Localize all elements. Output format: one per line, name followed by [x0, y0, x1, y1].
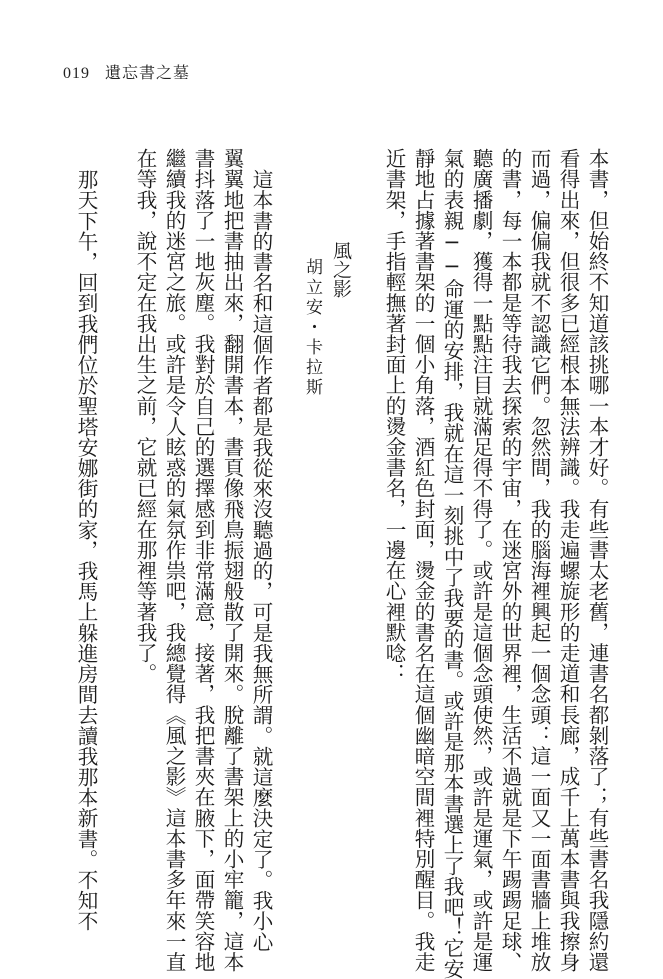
- text-column-4: 的書，每一本都是等待我去探索的宇宙，在迷宮外的世界裡，生活不過就是下午踢踢足球、: [498, 148, 522, 972]
- text-column-1: 本書，但始終不知道該挑哪一本才好。有些書太老舊，連書名都剝落了；有些書名我隱約還: [585, 148, 609, 972]
- text-column-3: 而過，偏偏我就不認識它們。忽然間，我的腦海裡興起一個念頭：這一面又一面書牆上堆放: [527, 148, 551, 972]
- text-column-13: 在等我，說不定在我出生之前，它就已經在那裡等著我了。: [133, 148, 157, 684]
- text-column-9: 這本書的書名和這個作者都是我從來沒聽過的，可是我無所謂。就這麼決定了。我小心: [249, 169, 273, 952]
- text-column-6: 氣的表親──命運的安排，我就在這一刻挑中了我要的書。或許是那本書選上了我吧！它安: [440, 148, 464, 979]
- text-column-2: 看得出來，但很多已經根本無法辨識。我走遍螺旋形的走道和長廊，成千上萬本書與我擦身: [556, 148, 580, 972]
- running-header: [63, 60, 190, 83]
- page-number: 019: [63, 65, 90, 82]
- text-column-11: 書抖落了一地灰塵。我對於自己的選擇感到非常滿意，接著，我把書夾在腋下，面帶笑容地: [191, 148, 215, 972]
- running-book-title: 遺忘書之墓: [105, 65, 191, 82]
- text-column-8: 近書架，手指輕撫著封面上的燙金書名，一邊在心裡默唸：: [382, 148, 406, 684]
- text-column-7: 靜地占據著書架的一個小角落，酒紅色封面，燙金的書名在這個幽暗空間裡特別醒目。我走: [411, 148, 435, 972]
- text-column-12: 繼續我的迷宮之旅。或許是令人眩惑的氣氛作祟吧，我總覺得《風之影》這本書多年來一直: [162, 148, 186, 972]
- text-column-14: 那天下午，回到我們位於聖塔安娜街的家，我馬上躲進房間去讀我那本新書。不知不: [74, 169, 98, 932]
- text-column-5: 聽廣播劇，獲得一點點注目就滿足得不得了。或許是這個念頭使然，或許是運氣，或許是運: [469, 148, 493, 972]
- text-column-10: 翼翼地把書抽出來，翻開書本，書頁像飛鳥振翅般散了開來。脫離了書架上的小牢籠，這本: [220, 148, 244, 972]
- chapter-title: 風之影: [330, 241, 352, 298]
- chapter-author: 胡立安・卡拉斯: [302, 258, 322, 398]
